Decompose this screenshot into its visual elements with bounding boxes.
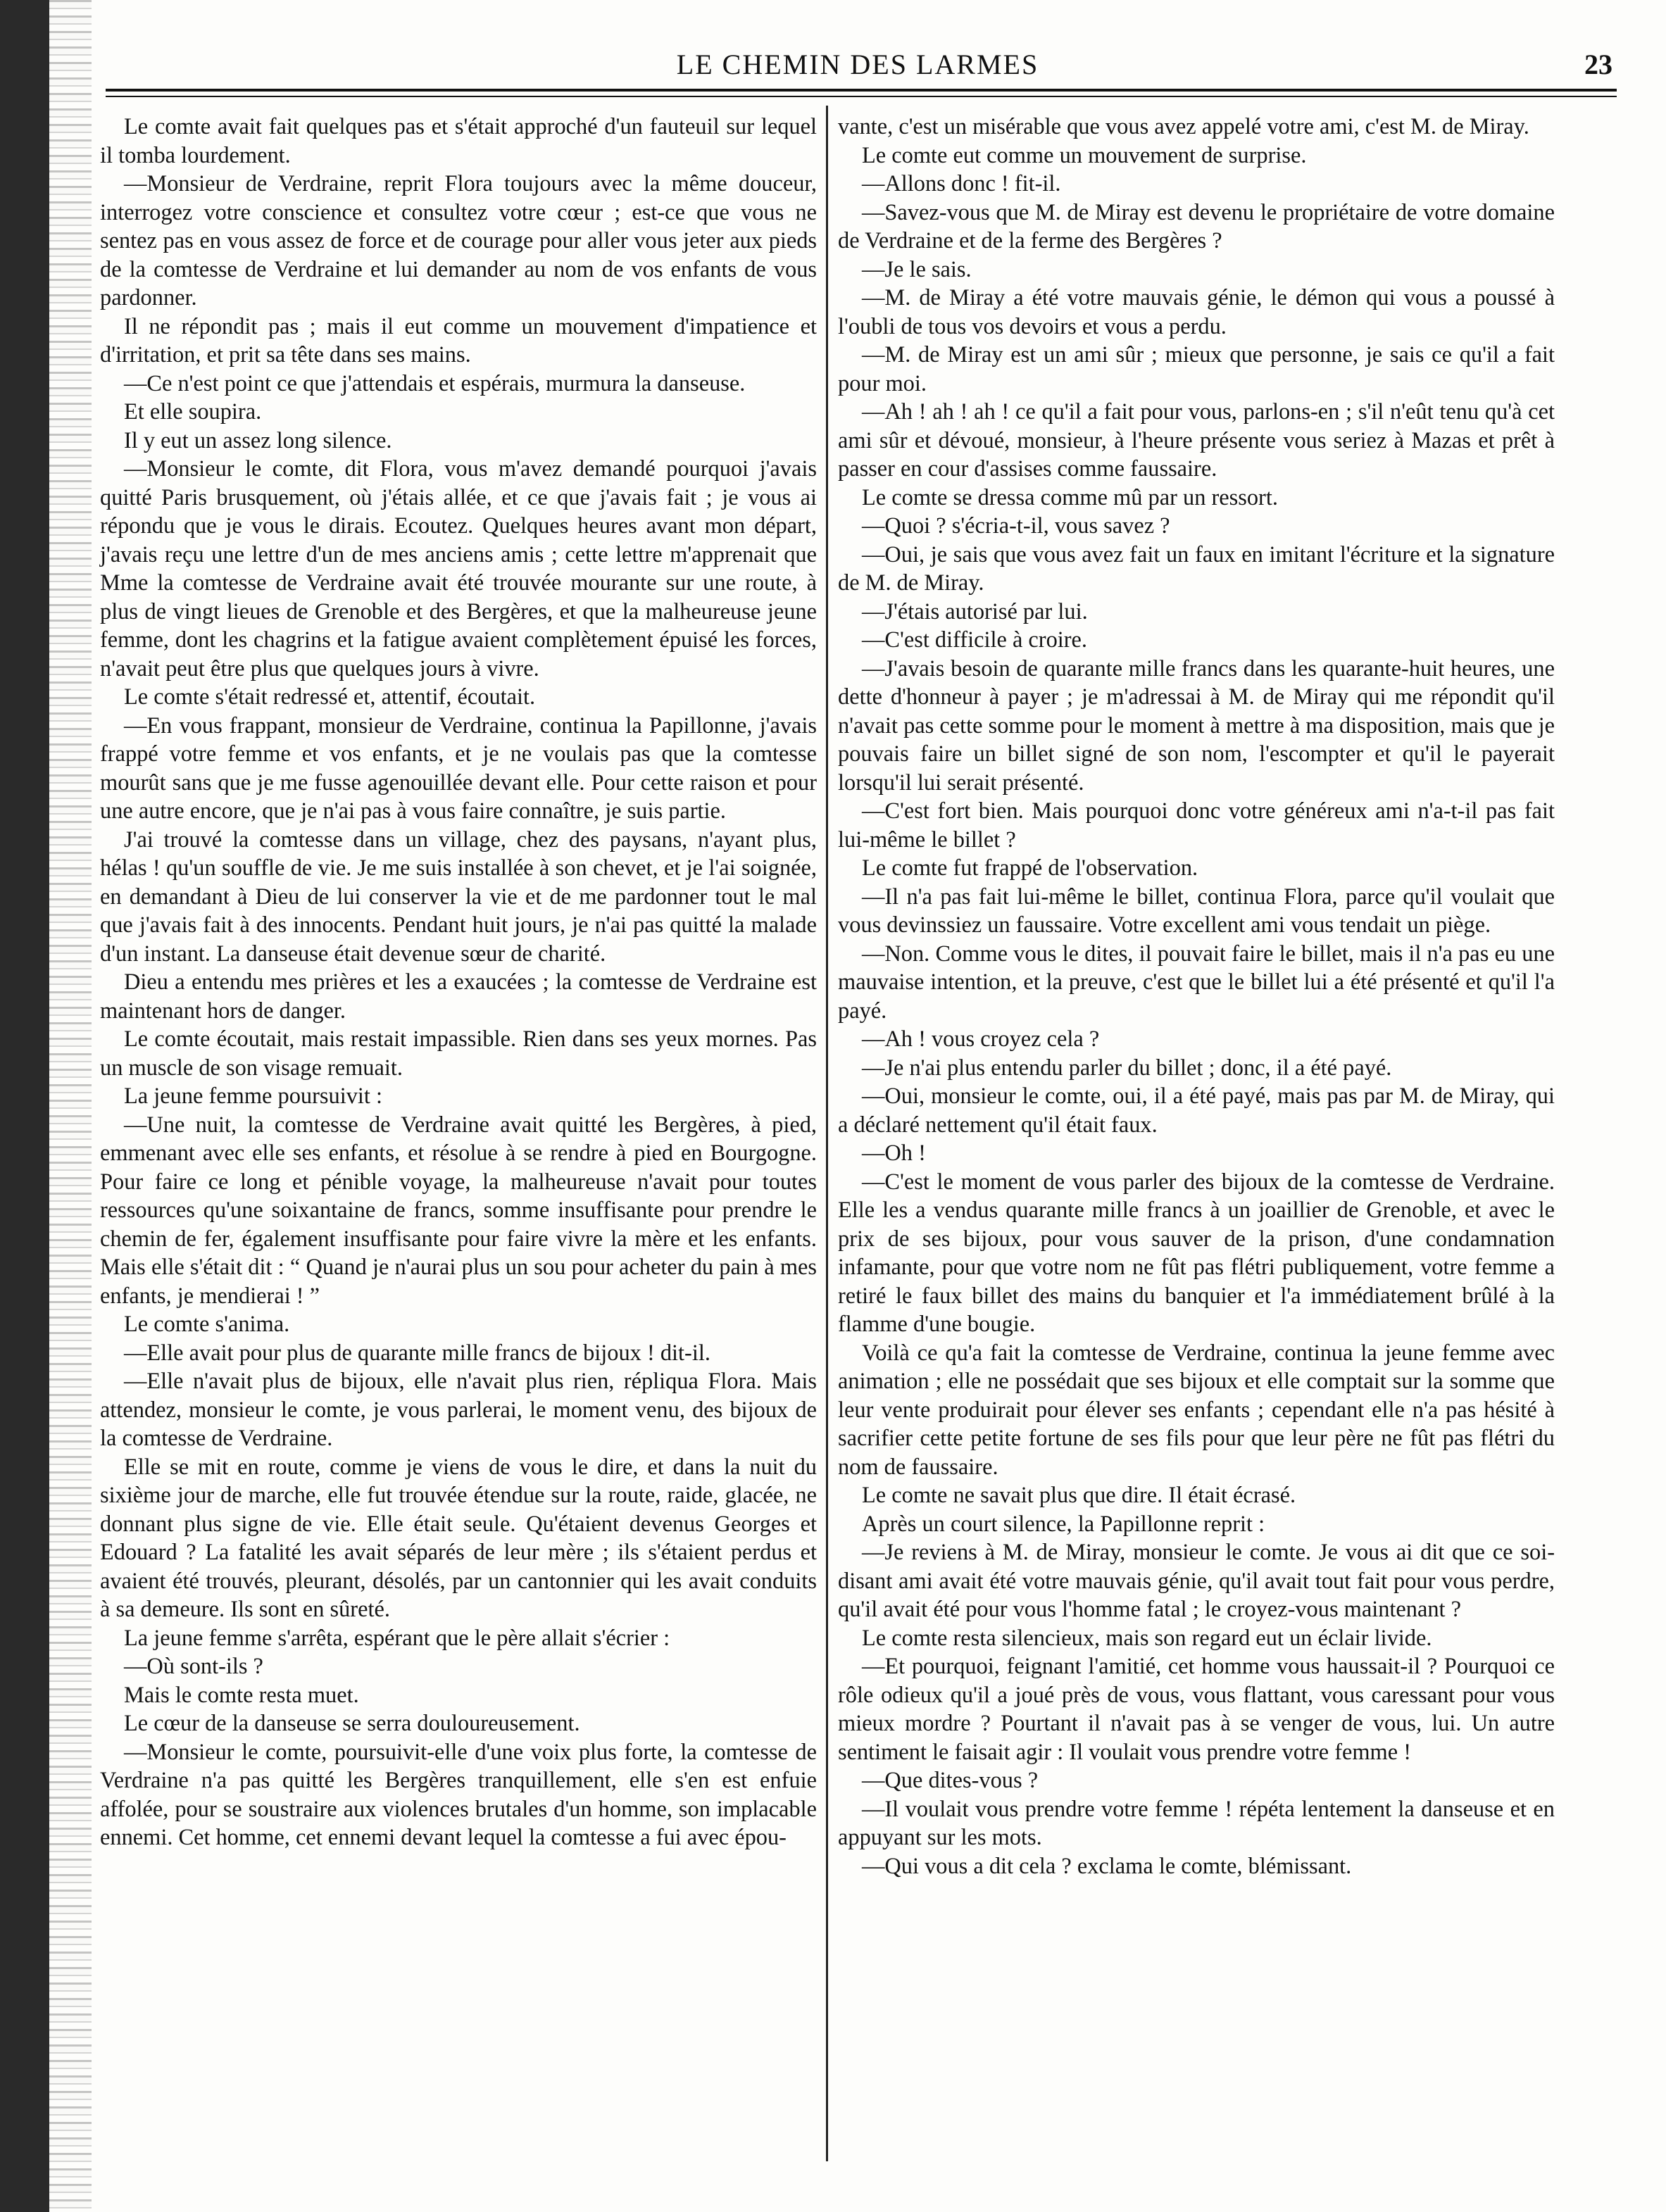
paragraph: —Je n'ai plus entendu parler du billet ; donc, il a été payé.: [862, 1055, 1392, 1081]
paragraph: La jeune femme poursuivit :: [124, 1083, 382, 1109]
paragraph: —Non. Comme vous le dites, il pouvait faire le billet, mais il n'a pas eu une mauvaise intention, et la preuve, c'est que le billet lui a été présenté et qu'il l'a payé.: [838, 941, 1555, 1024]
page-header: [99, 44, 1617, 93]
running-title: LE CHEMIN DES LARMES: [676, 49, 1039, 80]
paragraph: —Quoi ? s'écria-t-il, vous savez ?: [862, 513, 1170, 539]
paragraph: —J'avais besoin de quarante mille francs dans les quarante-huit heures, une dette d'honneur à payer ; je m'adressai à M. de Miray qui me répondit qu'il n'avait pas cette somme pour le moment à mettre à ma disposition, mais que je pouvais faire un billet signé de son nom, l'escompter et qu'il le payerait lorsqu'il lui serait présenté.: [838, 655, 1555, 796]
paragraph: —Monsieur le comte, dit Flora, vous m'avez demandé pourquoi j'avais quitté Paris brusquement, où j'étais allée, et ce que j'avais fait ; je vous ai répondu que je vous le dirais. Ecoutez. Quelques heures avant mon départ, j'avais reçu une lettre d'un de mes anciens amis ; cette lettre m'apprenait que Mme la comtesse de Verdraine avait été trouvée mourante sur une route, à plus de vingt lieues de Grenoble et des Bergères, et que la malheureuse jeune femme, dont les chagrins et la fatigue avaient complètement épuisé les forces, n'avait peut être plus que quelques jours à vivre.: [100, 456, 817, 681]
paragraph: Dieu a entendu mes prières et les a exaucées ; la comtesse de Verdraine est maintenant hors de danger.: [100, 969, 817, 1024]
paragraph: —Je le sais.: [862, 256, 972, 282]
paragraph: Le comte eut comme un mouvement de surprise.: [862, 142, 1307, 168]
paragraph: Et elle soupira.: [124, 399, 262, 425]
paragraph: —Ah ! vous croyez cela ?: [862, 1026, 1100, 1052]
paragraph: —C'est le moment de vous parler des bijoux de la comtesse de Verdraine. Elle les a vendus quarante mille francs à un joaillier de Grenoble, et avec le prix de ses bijoux, pour vous sauver de la prison, d'une condamnation infamante, pour que votre nom ne fût pas flétri publiquement, votre femme a retiré le faux billet des mains du banquier et l'a immédiatement brûlé à la flamme d'une bougie.: [838, 1169, 1555, 1337]
paragraph: —Monsieur le comte, poursuivit-elle d'une voix plus forte, la comtesse de Verdraine n'a pas quitté les Bergères tranquillement, elle s'en est enfuie affolée, pour se soustraire aux violences brutales d'un homme, son implacable ennemi. Cet homme, cet ennemi devant lequel la comtesse a fui avec épou-: [100, 1739, 817, 1850]
header-rule: [106, 89, 1617, 92]
paragraph: Le comte fut frappé de l'observation.: [862, 855, 1198, 881]
paragraph: —Ce n'est point ce que j'attendais et espérais, murmura la danseuse.: [124, 370, 746, 396]
paragraph: Il y eut un assez long silence.: [124, 427, 392, 453]
right-column: [838, 113, 1555, 2184]
paragraph: —Je reviens à M. de Miray, monsieur le comte. Je vous ai dit que ce soi-disant ami avait été votre mauvais génie, qu'il avait tout fait pour vous perdre, qu'il avait été pour vous l'homme fatal ; le croyez-vous maintenant ?: [838, 1540, 1555, 1622]
paragraph: J'ai trouvé la comtesse dans un village, chez des paysans, n'ayant plus, hélas ! qu'un souffle de vie. Je me suis installée à son chevet, et je l'ai soignée, en demandant à Dieu de lui conserver la vie et de me pardonner tout le mal que j'avais fait à des innocents. Pendant huit jours, je n'ai pas quitté la malade d'un instant. La danseuse était devenue sœur de charité.: [100, 827, 817, 967]
paragraph: —C'est difficile à croire.: [862, 627, 1088, 653]
paragraph: —M. de Miray est un ami sûr ; mieux que personne, je sais ce qu'il a fait pour moi.: [838, 342, 1555, 396]
paragraph: —J'étais autorisé par lui.: [862, 598, 1088, 624]
page-number: 23: [1584, 49, 1612, 80]
paragraph: Le comte se dressa comme mû par un ressort.: [862, 484, 1278, 510]
paragraph: —Que dites-vous ?: [862, 1768, 1039, 1793]
paragraph: —Une nuit, la comtesse de Verdraine avait quitté les Bergères, à pied, emmenant avec elle ses enfants, et résolue à se rendre à pied en Bourgogne. Pour faire ce long et pénible voyage, la malheureuse n'avait pour toutes ressources qu'une soixantaine de francs, somme insuffisante pour prendre le chemin de fer, également insuffisante pour faire vivre la mère et les enfants. Mais elle s'était dit : “ Quand je n'aurai plus un sou pour acheter du pain à mes enfants, je mendierai ! ”: [100, 1112, 817, 1309]
paragraph: —Allons donc ! fit-il.: [862, 171, 1061, 196]
paragraph: —Il n'a pas fait lui-même le billet, continua Flora, parce qu'il voulait que vous devinssiez un faussaire. Votre excellent ami vous tendait un piège.: [838, 884, 1555, 938]
paragraph: Mais le comte resta muet.: [124, 1682, 359, 1708]
paragraph: Le comte s'était redressé et, attentif, écoutait.: [124, 684, 536, 710]
column-divider: [826, 106, 828, 2161]
paragraph: Le comte ne savait plus que dire. Il était écrasé.: [862, 1483, 1296, 1508]
paragraph: Le comte s'anima.: [124, 1312, 290, 1337]
paragraph: —Oui, monsieur le comte, oui, il a été payé, mais pas par M. de Miray, qui a déclaré nettement qu'il était faux.: [838, 1083, 1555, 1138]
paragraph: —Savez-vous que M. de Miray est devenu le propriétaire de votre domaine de Verdraine et de la ferme des Bergères ?: [838, 199, 1555, 253]
paragraph: Le comte écoutait, mais restait impassible. Rien dans ses yeux mornes. Pas un muscle de son visage remuait.: [100, 1026, 817, 1081]
paragraph: —Et pourquoi, feignant l'amitié, cet homme vous haussait-il ? Pourquoi ce rôle odieux qu'il a joué près de vous, vous flattant, vous caressant pour vous mieux mordre ? Pourtant il n'avait pas à se venger de vous, lui. Un autre sentiment le faisait agir : Il voulait vous prendre votre femme !: [838, 1654, 1555, 1765]
binding-edge: [0, 0, 49, 2212]
paragraph: —M. de Miray a été votre mauvais génie, le démon qui vous a poussé à l'oubli de tous vos devoirs et vous a perdu.: [838, 285, 1555, 339]
paragraph: —Où sont-ils ?: [124, 1654, 263, 1679]
paragraph: —Elle n'avait plus de bijoux, elle n'avait plus rien, répliqua Flora. Mais attendez, monsieur le comte, je vous parlerai, le moment venu, des bijoux de la comtesse de Verdraine.: [100, 1369, 817, 1451]
paragraph: Après un court silence, la Papillonne reprit :: [862, 1511, 1265, 1537]
left-column: [100, 113, 817, 2184]
paragraph: —Monsieur de Verdraine, reprit Flora toujours avec la même douceur, interrogez votre conscience et consultez votre cœur ; est-ce que vous ne sentez pas en vous assez de force et de courage pour aller vous jeter aux pieds de la comtesse de Verdraine et lui demander au nom de vos enfants de vous pardonner.: [100, 171, 817, 310]
paragraph: —C'est fort bien. Mais pourquoi donc votre généreux ami n'a-t-il pas fait lui-même le billet ?: [838, 798, 1555, 853]
paragraph: —Oui, je sais que vous avez fait un faux en imitant l'écriture et la signature de M. de Miray.: [838, 541, 1555, 596]
paragraph: Le comte resta silencieux, mais son regard eut un éclair livide.: [862, 1625, 1432, 1651]
paragraph: La jeune femme s'arrêta, espérant que le père allait s'écrier :: [124, 1625, 670, 1651]
paragraph: —Elle avait pour plus de quarante mille francs de bijoux ! dit-il.: [124, 1340, 710, 1366]
paragraph: Elle se mit en route, comme je viens de vous le dire, et dans la nuit du sixième jour de marche, elle fut trouvée étendue sur la route, raide, glacée, ne donnant plus signe de vie. Elle était seule. Qu'étaient devenus Georges et Edouard ? La fatalité les avait séparés de leur mère ; ils s'étaient perdus et avaient été trouvés, pleurant, désolés, par un cantonnier qui les avait conduits à sa demeure. Ils sont en sûreté.: [100, 1454, 817, 1622]
header-rule-thin: [106, 96, 1617, 97]
paragraph: —Qui vous a dit cela ? exclama le comte, blémissant.: [862, 1853, 1352, 1879]
paragraph: Il ne répondit pas ; mais il eut comme un mouvement d'impatience et d'irritation, et prit sa tête dans ses mains.: [100, 313, 817, 367]
paragraph: —Il voulait vous prendre votre femme ! répéta lentement la danseuse et en appuyant sur les mots.: [838, 1796, 1555, 1850]
paragraph: Le cœur de la danseuse se serra douloureusement.: [124, 1711, 580, 1736]
paragraph: —Ah ! ah ! ah ! ce qu'il a fait pour vous, parlons-en ; s'il n'eût tenu qu'à cet ami sûr et dévoué, monsieur, à l'heure présente vous seriez à Mazas et prêt à passer en cour d'assises comme faussaire.: [838, 399, 1555, 482]
paragraph: —En vous frappant, monsieur de Verdraine, continua la Papillonne, j'avais frappé votre femme et vos enfants, et je ne voulais pas que la comtesse mourût sans que je me fusse agenouillée devant elle. Pour cette raison et pour une autre encore, que je n'ai pas à vous faire connaître, je suis partie.: [100, 712, 817, 824]
paragraph: —Oh !: [862, 1140, 926, 1166]
paragraph: Voilà ce qu'a fait la comtesse de Verdraine, continua la jeune femme avec animation ; elle ne possédait que ses bijoux et elle comptait sur la somme que leur vente produirait pour élever ses enfants ; cependant elle n'a pas hésité à sacrifier cette petite fortune de ses fils pour que leur père ne fût pas flétri du nom de faussaire.: [838, 1340, 1555, 1480]
paragraph: Le comte avait fait quelques pas et s'était approché d'un fauteuil sur lequel il tomba lourdement.: [100, 114, 817, 168]
paragraph: vante, c'est un misérable que vous avez appelé votre ami, c'est M. de Miray.: [838, 114, 1529, 139]
